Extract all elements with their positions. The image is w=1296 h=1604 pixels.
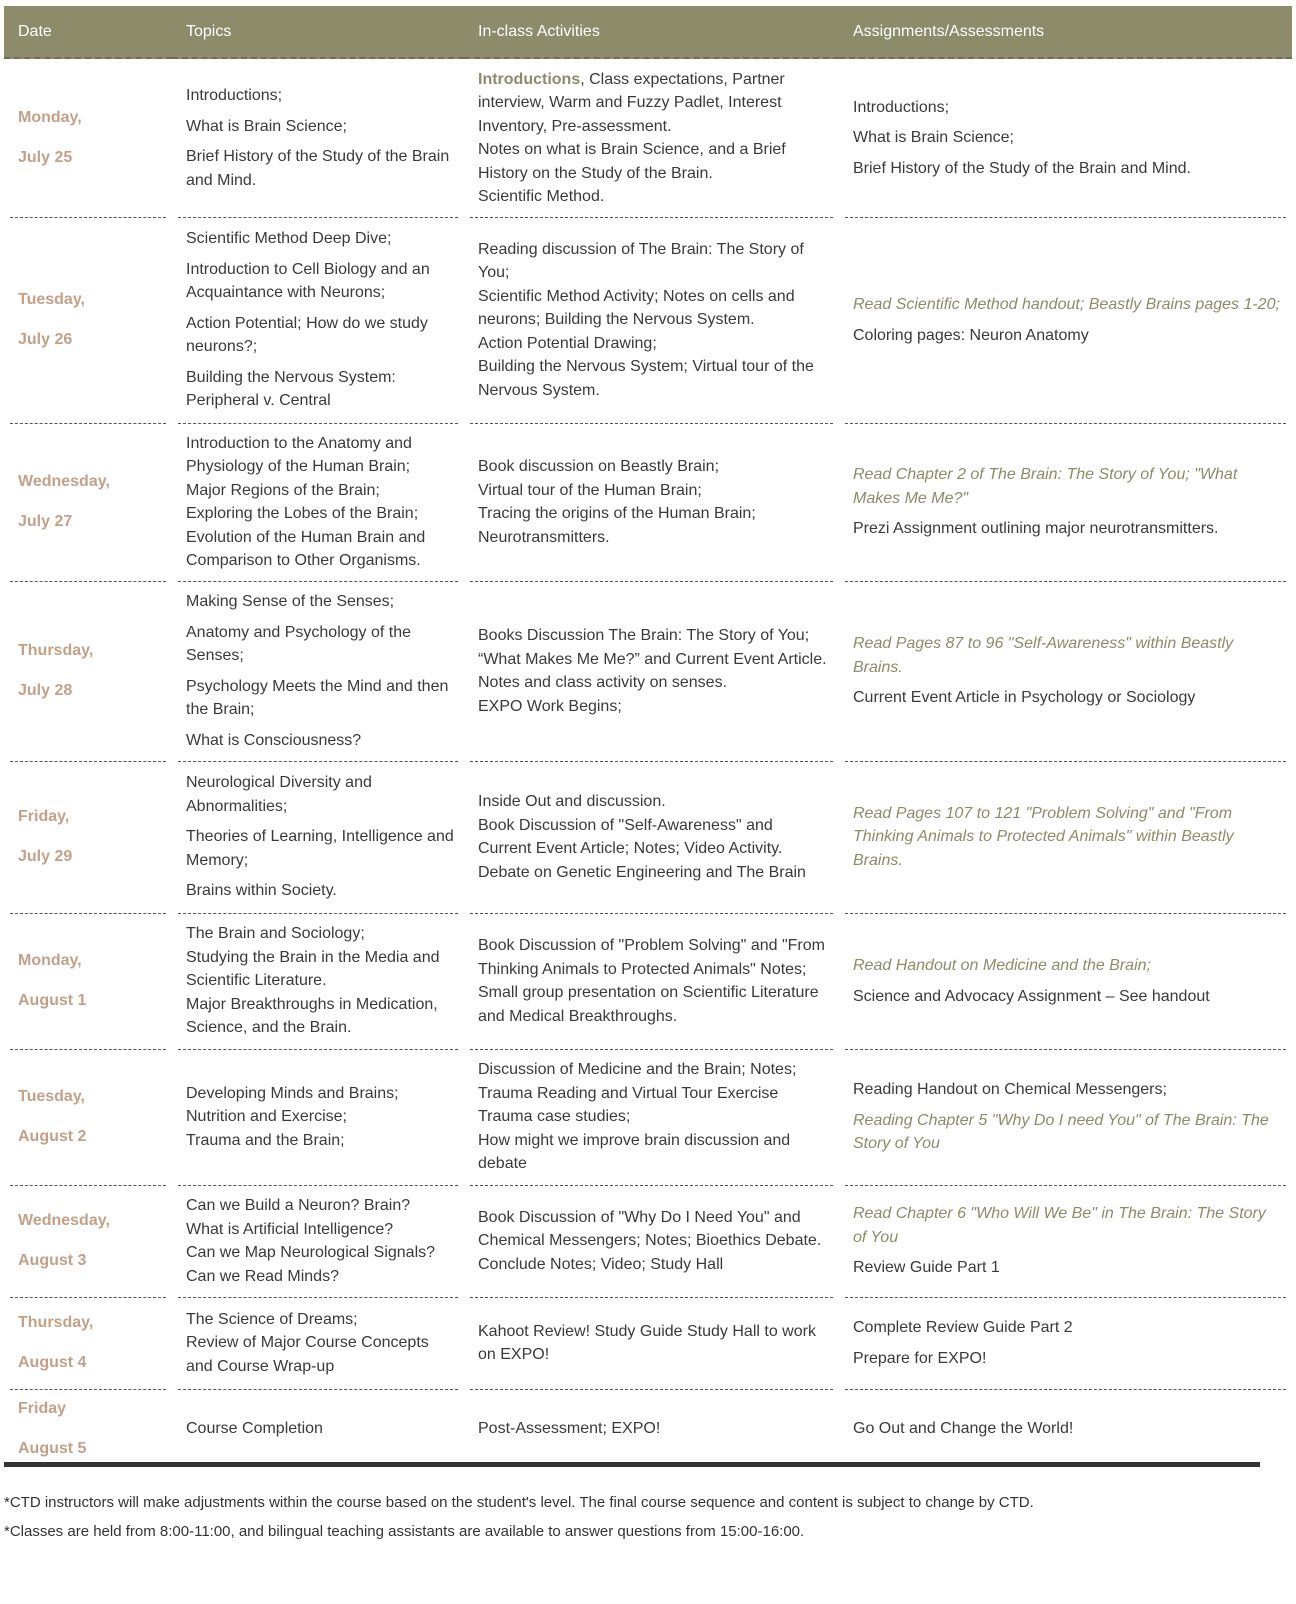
footnote-class-hours: *Classes are held from 8:00-11:00, and bilingual teaching assistants are available to answer questions from 15:00-16:00. <box>4 1523 805 1540</box>
activity-text: Neurotransmitters. <box>478 528 610 546</box>
table-row <box>4 913 1292 1049</box>
topics-cell <box>172 59 464 217</box>
topics-cell <box>172 423 464 581</box>
header-assignments: Assignments/Assessments <box>839 6 1292 59</box>
assignment-item: Go Out and Change the World! <box>853 1420 1074 1438</box>
topic-item: Introduction to Cell Biology and an Acquaintance with Neurons; <box>186 260 430 302</box>
topics-cell <box>172 1049 464 1185</box>
topic-item: Introduction to the Anatomy and Physiology of the Human Brain; <box>186 434 412 475</box>
assignments-cell <box>839 1389 1292 1469</box>
footnotes <box>4 1488 1274 1546</box>
assignments-cell <box>839 761 1292 913</box>
table-row <box>4 1185 1292 1297</box>
topics-cell <box>172 581 464 761</box>
date-cell <box>4 59 172 217</box>
table-row <box>4 1049 1292 1185</box>
activity-item <box>478 68 829 139</box>
topics-cell <box>172 913 464 1049</box>
assignment-item: Coloring pages: Neuron Anatomy <box>853 326 1089 344</box>
topic-item: Exploring the Lobes of the Brain; <box>186 505 419 522</box>
assignment-item: Science and Advocacy Assignment – See handout <box>853 987 1210 1005</box>
assignments-cell <box>839 1185 1292 1297</box>
activity-text: Building the Nervous System; Virtual tour of the Nervous System. <box>478 358 814 399</box>
day-label: Wednesday, <box>18 1212 110 1229</box>
assignment-item: Introductions; <box>853 98 950 116</box>
activity-lead: Introductions <box>478 70 581 88</box>
activity-item <box>478 1058 829 1082</box>
activity-text: Debate on Genetic Engineering and The Brain <box>478 863 806 881</box>
activity-text: Book Discussion of "Why Do I Need You" and Chemical Messengers; Notes; Bioethics Debate. <box>478 1208 822 1250</box>
topics-cell <box>172 1297 464 1389</box>
reading-assignment: Read Pages 107 to 121 "Problem Solving" and "From Thinking Animals to Protected Animals" within Beastly Brains. <box>853 804 1234 869</box>
topic-item: Psychology Meets the Mind and then the Brain; <box>186 677 449 718</box>
reading-assignment: Read Handout on Medicine and the Brain; <box>853 957 1151 974</box>
activities-cell <box>464 1185 839 1297</box>
assignment-item: Current Event Article in Psychology or Sociology <box>853 689 1196 707</box>
footnote-adjustments: *CTD instructors will make adjustments within the course based on the student's level. The final course sequence and content is subject to change by CTD. <box>4 1494 1034 1511</box>
assignments-cell <box>839 581 1292 761</box>
date-cell <box>4 217 172 423</box>
topic-item: Developing Minds and Brains; <box>186 1084 399 1102</box>
header-activities: In-class Activities <box>464 6 839 59</box>
reading-assignment: Read Pages 87 to 96 "Self-Awareness" within Beastly Brains. <box>853 635 1234 676</box>
activities-cell <box>464 423 839 581</box>
assignments-cell <box>839 913 1292 1049</box>
activity-item <box>478 695 829 719</box>
topic-item: Theories of Learning, Intelligence and Memory; <box>186 828 454 869</box>
activity-text: Trauma case studies; <box>478 1108 631 1126</box>
table-row <box>4 423 1292 581</box>
topics-cell <box>172 1185 464 1297</box>
date-label: July 25 <box>18 149 73 166</box>
topic-item: Nutrition and Exercise; <box>186 1108 347 1126</box>
topic-item: Can we Read Minds? <box>186 1267 339 1285</box>
topic-item: Course Completion <box>186 1420 323 1438</box>
date-cell <box>4 1185 172 1297</box>
activity-text: Action Potential Drawing; <box>478 334 657 352</box>
activity-text: Scientific Method Activity; Notes on cells and neurons; Building the Nervous System. <box>478 287 795 329</box>
reading-assignment: Read Chapter 2 of The Brain: The Story of You; "What Makes Me Me?" <box>853 466 1238 507</box>
assignments-cell <box>839 423 1292 581</box>
date-label: August 4 <box>18 1354 87 1371</box>
topic-item: What is Artificial Intelligence? <box>186 1220 394 1238</box>
date-label: July 27 <box>18 513 73 530</box>
topic-item: Major Breakthroughs in Medication, Science, and the Brain. <box>186 995 438 1037</box>
day-label: Friday <box>18 1400 67 1417</box>
activity-item <box>478 285 829 332</box>
activity-text: Trauma Reading and Virtual Tour Exercise <box>478 1084 779 1102</box>
activity-text: Conclude Notes; Video; Study Hall <box>478 1255 724 1273</box>
topic-item: The Brain and Sociology; <box>186 925 365 943</box>
activity-text: Book Discussion of "Self-Awareness" and Current Event Article; Notes; Video Activity. <box>478 816 783 857</box>
topic-item: Studying the Brain in the Media and Scientific Literature. <box>186 948 440 990</box>
topic-item: What is Consciousness? <box>186 731 362 749</box>
topic-item: Building the Nervous System: Peripheral v. Central <box>186 368 396 410</box>
activity-item <box>478 355 829 402</box>
activity-text: Virtual tour of the Human Brain; <box>478 481 702 499</box>
date-label: July 29 <box>18 848 73 865</box>
header-topics: Topics <box>172 6 464 59</box>
topic-item: Can we Build a Neuron? Brain? <box>186 1197 411 1214</box>
activity-item <box>478 1206 829 1253</box>
date-label: July 26 <box>18 331 73 348</box>
activity-text: EXPO Work Begins; <box>478 697 622 715</box>
topic-item: Evolution of the Human Brain and Comparison to Other Organisms. <box>186 528 426 569</box>
day-label: Thursday, <box>18 1314 94 1331</box>
activity-item <box>478 238 829 285</box>
activity-item <box>478 455 829 479</box>
table-body <box>4 59 1292 1469</box>
table-row <box>4 217 1292 423</box>
activity-text: How might we improve brain discussion and debate <box>478 1131 791 1173</box>
topic-item: Introductions; <box>186 87 283 104</box>
topic-item: Can we Map Neurological Signals? <box>186 1244 436 1261</box>
date-cell <box>4 913 172 1049</box>
header-date: Date <box>4 6 172 59</box>
topic-item: The Science of Dreams; <box>186 1310 358 1328</box>
date-cell <box>4 1389 172 1469</box>
topic-item: Review of Major Course Concepts and Course Wrap-up <box>186 1334 429 1375</box>
activities-cell <box>464 1049 839 1185</box>
assignment-item: Complete Review Guide Part 2 <box>853 1319 1073 1336</box>
activity-item <box>478 502 829 526</box>
activities-cell <box>464 1297 839 1389</box>
date-label: July 28 <box>18 682 73 699</box>
activities-cell <box>464 913 839 1049</box>
topic-item: Brains within Society. <box>186 882 337 900</box>
activities-cell <box>464 1389 839 1469</box>
date-cell <box>4 1297 172 1389</box>
activity-item <box>478 1253 829 1277</box>
date-label: August 2 <box>18 1128 87 1145</box>
topics-cell <box>172 217 464 423</box>
topic-item: What is Brain Science; <box>186 117 347 135</box>
date-label: August 1 <box>18 992 87 1009</box>
activity-item <box>478 981 829 1028</box>
day-label: Thursday, <box>18 642 94 659</box>
activity-item <box>478 1082 829 1106</box>
activity-item <box>478 1129 829 1176</box>
day-label: Monday, <box>18 952 82 969</box>
topic-item: Trauma and the Brain; <box>186 1131 345 1149</box>
activity-text: Discussion of Medicine and the Brain; Notes; <box>478 1061 797 1079</box>
day-label: Tuesday, <box>18 291 85 308</box>
activity-item <box>478 934 829 981</box>
assignments-cell <box>839 1297 1292 1389</box>
assignment-item: Brief History of the Study of the Brain and Mind. <box>853 159 1191 177</box>
table-header-row <box>4 6 1292 59</box>
table-bottom-rule <box>4 1462 1260 1467</box>
table-row <box>4 59 1292 217</box>
topic-item: Making Sense of the Senses; <box>186 593 395 610</box>
activity-text: , Class expectations, Partner interview, Warm and Fuzzy Padlet, Interest Inventory, Pre-assessment. <box>478 70 785 135</box>
date-cell <box>4 581 172 761</box>
activity-item <box>478 526 829 550</box>
assignment-item: What is Brain Science; <box>853 129 1014 147</box>
reading-assignment: Read Chapter 6 "Who Will We Be" in The Brain: The Story of You <box>853 1205 1266 1246</box>
reading-assignment: Read Scientific Method handout; Beastly Brains pages 1-20; <box>853 296 1280 313</box>
activities-cell <box>464 59 839 217</box>
activities-cell <box>464 217 839 423</box>
table-row <box>4 1389 1292 1469</box>
topic-item: Anatomy and Psychology of the Senses; <box>186 623 412 664</box>
day-label: Monday, <box>18 109 82 126</box>
topic-item: Major Regions of the Brain; <box>186 481 380 499</box>
activity-text: Reading discussion of The Brain: The Story of You; <box>478 240 804 282</box>
activity-item <box>478 332 829 356</box>
activity-item <box>478 185 829 209</box>
activity-text: Post-Assessment; EXPO! <box>478 1420 661 1438</box>
activity-text: Books Discussion The Brain: The Story of You; “What Makes Me Me?” and Current Event Article. Notes and class activity on senses. <box>478 627 827 691</box>
day-label: Friday, <box>18 808 70 825</box>
date-label: August 3 <box>18 1252 87 1269</box>
day-label: Wednesday, <box>18 473 110 490</box>
activity-text: Scientific Method. <box>478 188 605 205</box>
activity-text: Book discussion on Beastly Brain; <box>478 458 720 475</box>
assignments-cell <box>839 217 1292 423</box>
activities-cell <box>464 581 839 761</box>
topics-cell <box>172 1389 464 1469</box>
date-cell <box>4 761 172 913</box>
topic-item: Action Potential; How do we study neurons?; <box>186 314 428 356</box>
activity-item <box>478 1417 829 1441</box>
activity-item <box>478 479 829 503</box>
activity-item <box>478 624 829 695</box>
day-label: Tuesday, <box>18 1088 85 1105</box>
activity-text: Inside Out and discussion. <box>478 793 666 810</box>
assignment-item: Reading Handout on Chemical Messengers; <box>853 1081 1167 1099</box>
date-label: August 5 <box>18 1440 87 1457</box>
topics-cell <box>172 761 464 913</box>
activity-item <box>478 814 829 861</box>
assignments-cell <box>839 1049 1292 1185</box>
activity-item <box>478 138 829 185</box>
activity-text: Book Discussion of "Problem Solving" and "From Thinking Animals to Protected Animals" Notes; <box>478 937 825 978</box>
activity-item <box>478 790 829 814</box>
activity-text: Small group presentation on Scientific Literature and Medical Breakthroughs. <box>478 984 819 1025</box>
topic-item: Neurological Diversity and Abnormalities; <box>186 774 372 815</box>
table-row <box>4 761 1292 913</box>
assignment-item: Review Guide Part 1 <box>853 1259 1000 1277</box>
activity-item <box>478 1105 829 1129</box>
course-schedule-table <box>4 6 1292 1469</box>
date-cell <box>4 1049 172 1185</box>
topic-item: Brief History of the Study of the Brain and Mind. <box>186 148 450 189</box>
table-row <box>4 1297 1292 1389</box>
activity-text: Kahoot Review! Study Guide Study Hall to work on EXPO! <box>478 1322 816 1363</box>
activity-text: Tracing the origins of the Human Brain; <box>478 505 756 522</box>
activity-text: Notes on what is Brain Science, and a Brief History on the Study of the Brain. <box>478 141 786 182</box>
activity-item <box>478 861 829 885</box>
assignment-item: Prezi Assignment outlining major neurotransmitters. <box>853 520 1219 538</box>
date-cell <box>4 423 172 581</box>
activity-item <box>478 1320 829 1367</box>
table-row <box>4 581 1292 761</box>
reading-assignment: Reading Chapter 5 "Why Do I need You" of The Brain: The Story of You <box>853 1111 1269 1153</box>
activities-cell <box>464 761 839 913</box>
assignments-cell <box>839 59 1292 217</box>
topic-item: Scientific Method Deep Dive; <box>186 230 392 248</box>
assignment-item: Prepare for EXPO! <box>853 1349 987 1367</box>
